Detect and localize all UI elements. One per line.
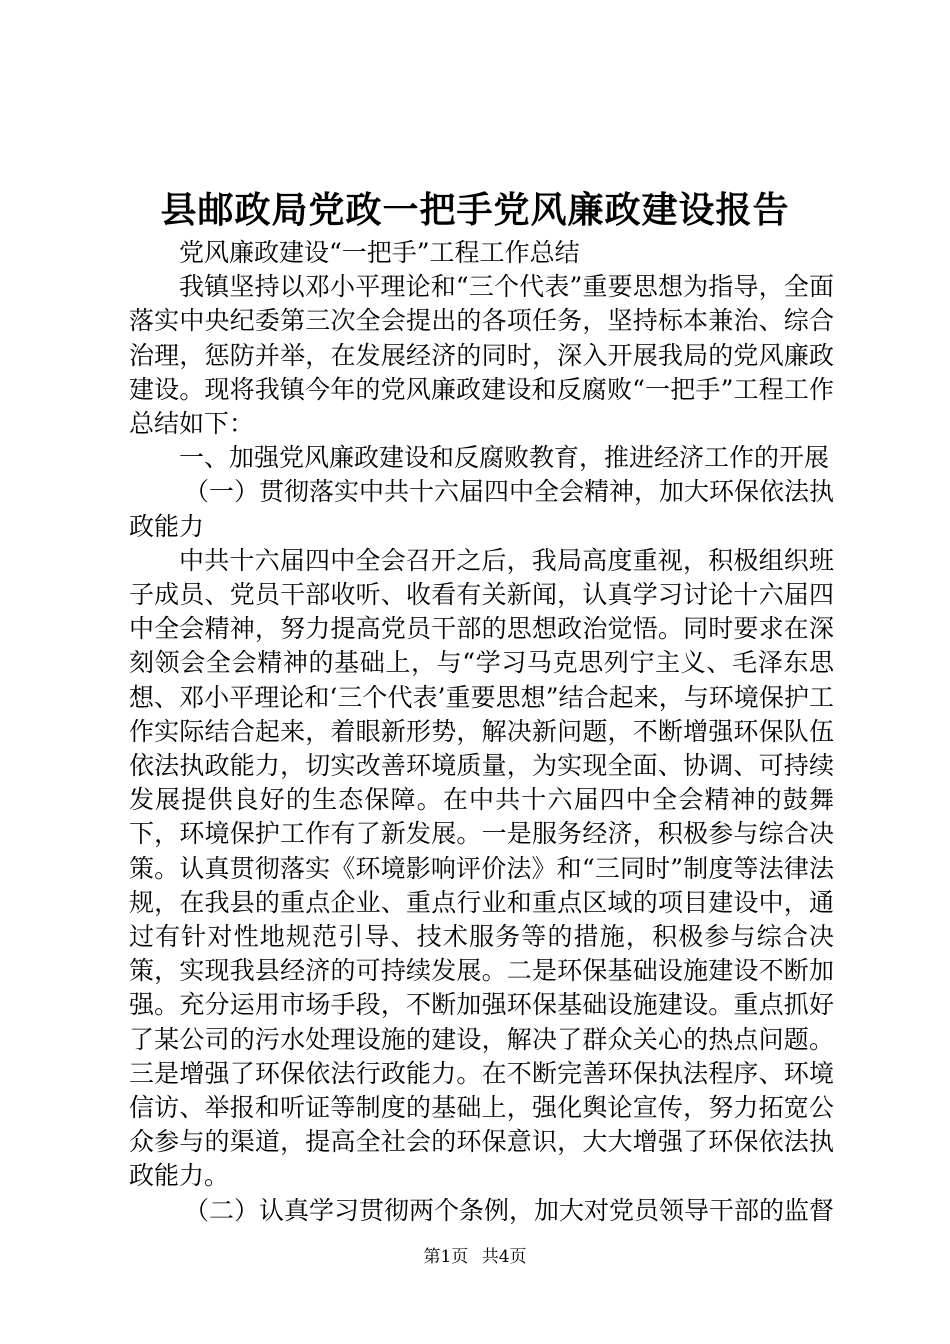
- section-heading-1: 一、加强党风廉政建设和反腐败教育，推进经济工作的开展: [179, 443, 830, 473]
- paragraph-subtitle: 党风廉政建设“一把手”工程工作总结: [179, 238, 580, 267]
- subsection-heading-2: （二）认真学习贯彻两个条例，加大对党员领导干部的监督: [184, 1195, 835, 1225]
- document-title: 县邮政局党政一把手党风廉政建设报告: [160, 189, 790, 231]
- page-footer: [0, 1242, 950, 1267]
- page-number: 第1页: [423, 1247, 469, 1267]
- subsection-heading-1: （一）贯彻落实中共十六届四中全会精神，加大环保依法执政能力: [129, 477, 835, 541]
- paragraph-intro: 我镇坚持以邓小平理论和“三个代表”重要思想为指导，全面落实中央纪委第三次全会提出的各项任务，坚持标本兼治、综合治理，惩防并举，在发展经济的同时，深入开展我局的党风廉政建设。现将我镇今年的党风廉政建设和反腐败“一把手”工程工作总结如下：: [129, 272, 834, 439]
- paragraph-body: 中共十六届四中全会召开之后，我局高度重视，积极组织班子成员、党员干部收听、收看有关新闻，认真学习讨论十六届四中全会精神，努力提高党员干部的思想政治觉悟。同时要求在深刻领会全会精神的基础上，与“学习马克思列宁主义、毛泽东思想、邓小平理论和‘三个代表’重要思想”结合起来，与环境保护工作实际结合起来，着眼新形势，解决新问题，不断增强环保队伍依法执政能力，切实改善环境质量，为实现全面、协调、可持续发展提供良好的生态保障。在中共十六届四中全会精神的鼓舞下，环境保护工作有了新发展。一是服务经济，积极参与综合决策。认真贯彻落实《环境影响评价法》和“三同时”制度等法律法规，在我县的重点企业、重点行业和重点区域的项目建设中，通过有针对性地规范引导、技术服务等的措施，积极参与综合决策，实现我县经济的可持续发展。二是环保基础设施建设不断加强。充分运用市场手段，不断加强环保基础设施建设。重点抓好了某公司的污水处理设施的建设，解决了群众关心的热点问题。三是增强了环保依法行政能力。在不断完善环保执法程序、环境信访、举报和听证等制度的基础上，强化舆论宣传，努力拓宽公众参与的渠道，提高全社会的环保意识，大大增强了环保依法执政能力。: [129, 545, 834, 1191]
- document-body: [129, 236, 834, 1228]
- page-total: 共4页: [481, 1247, 527, 1267]
